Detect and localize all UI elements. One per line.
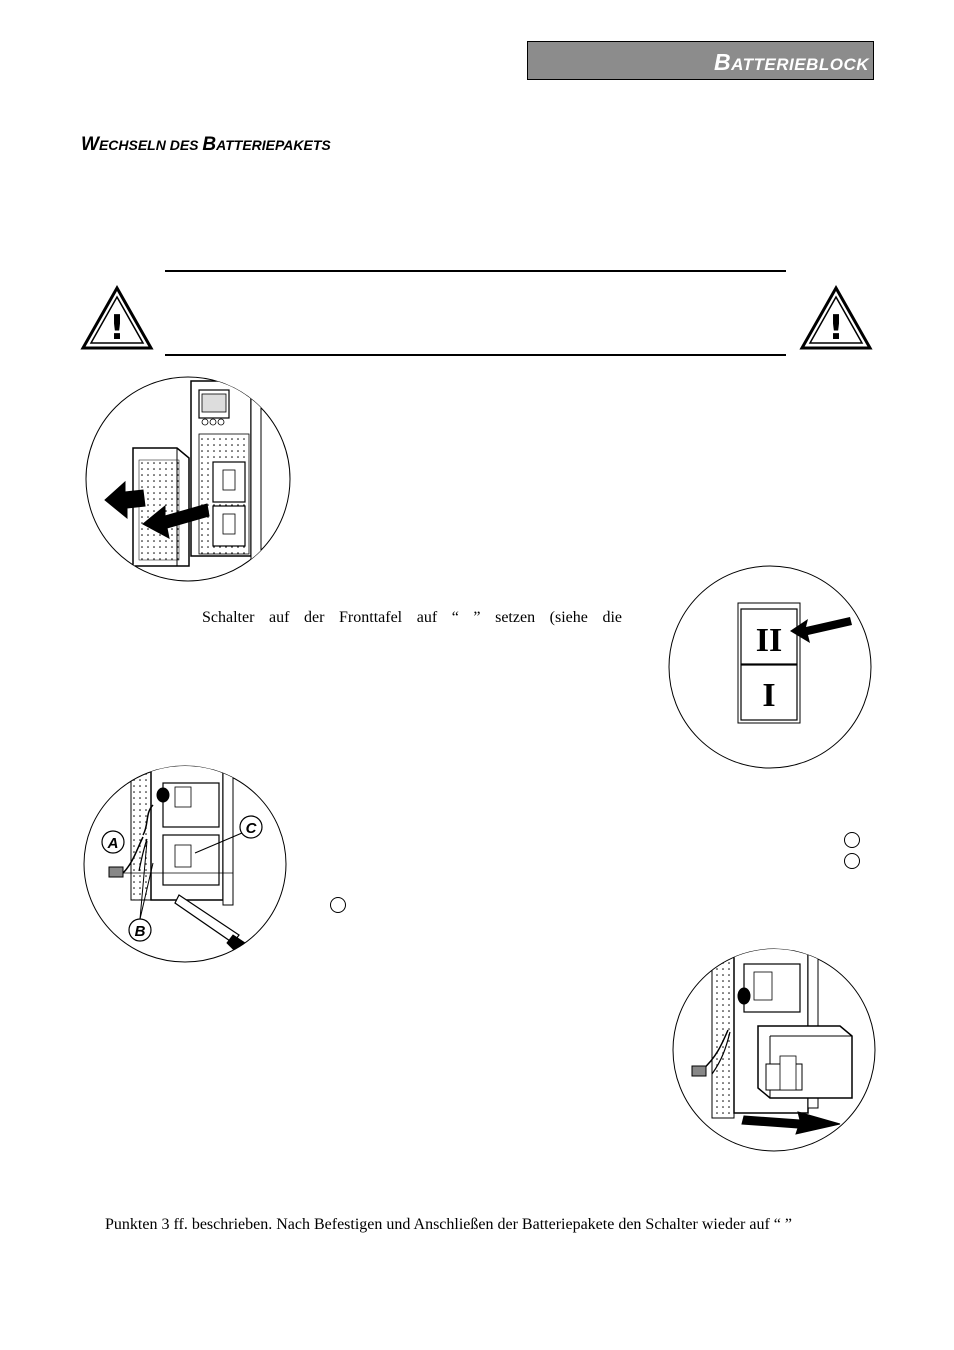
switch-instruction-text: Schalter auf der Fronttafel auf “ ” setzen (siehe die (202, 609, 622, 626)
warning-triangle-icon (799, 285, 873, 351)
warning-bottom-rule (165, 354, 786, 356)
reference-circles (842, 831, 862, 871)
battery-cable-illustration (83, 765, 288, 965)
marker-b: B (134, 923, 146, 940)
header-banner (527, 41, 874, 80)
switch-label-upper: II (755, 622, 783, 659)
reference-circle (328, 895, 348, 915)
section-title: WECHSELN DES BATTERIEPAKETS (81, 134, 331, 155)
warning-top-rule (165, 270, 786, 272)
marker-a: A (107, 835, 119, 852)
battery-extraction-illustration (672, 948, 876, 1152)
warning-triangle-icon (80, 285, 154, 351)
cover-removal-illustration (85, 376, 291, 582)
switch-illustration (668, 565, 873, 770)
switch-label-lower: I (762, 677, 776, 714)
marker-c: C (245, 820, 257, 837)
svg-text:!: ! (109, 308, 125, 348)
svg-text:!: ! (828, 308, 844, 348)
header-title: BATTERIEBLOCK (713, 49, 869, 75)
closing-instruction-text: Punkten 3 ff. beschrieben. Nach Befestigen und Anschließen der Batteriepakete den Schalter wieder auf “ ” (105, 1216, 792, 1233)
